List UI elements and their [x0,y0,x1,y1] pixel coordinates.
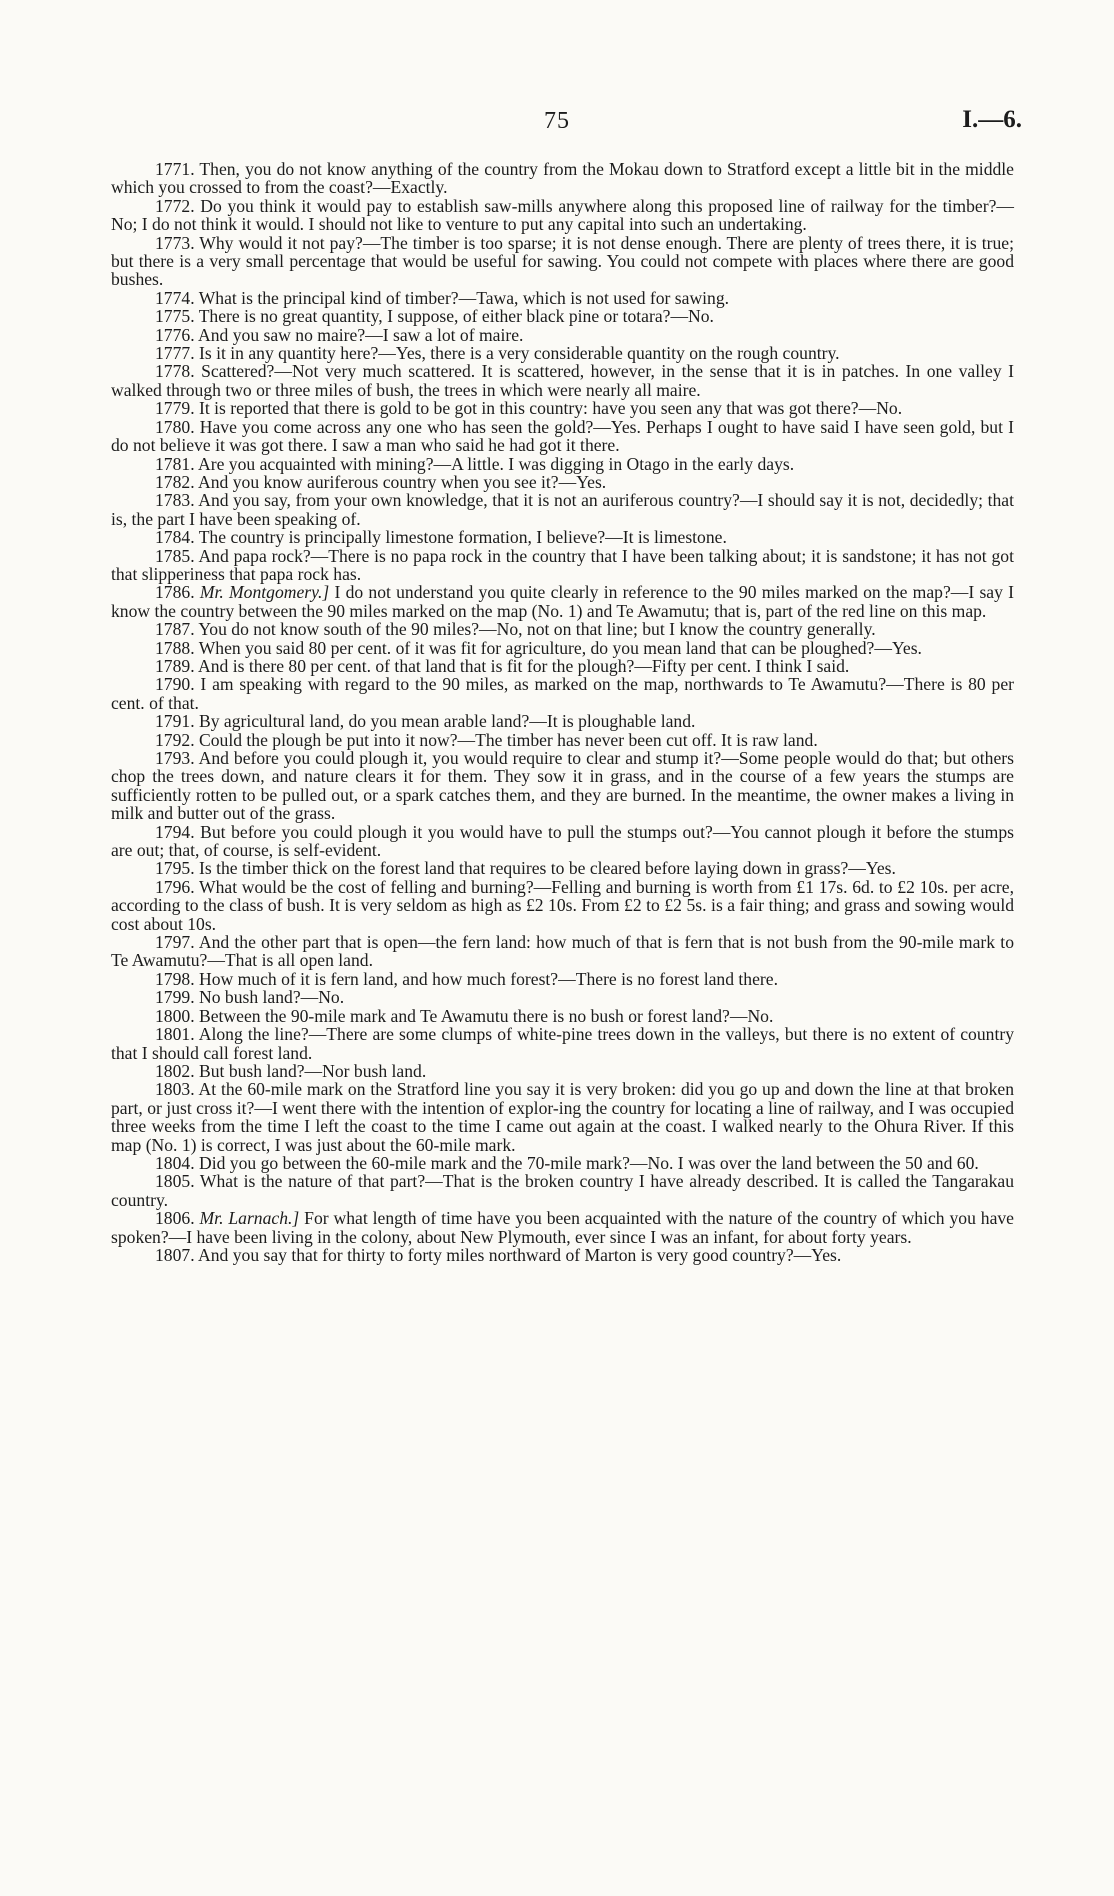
question-answer-text: Have you come across any one who has seen the gold?—Yes. Perhaps I ought to have said I have seen gold, but I do not believe it was got there. I saw a man who said he had got it there. [111,416,1015,456]
testimony-paragraph [111,970,1014,988]
question-number: 1806. [155,1208,195,1229]
testimony-paragraph [111,234,1014,289]
testimony-paragraph [111,583,1014,620]
question-number: 1786. [155,582,195,603]
question-number: 1778. [155,361,195,382]
question-answer-text: It is reported that there is gold to be got in this country: have you seen any that was got there?—No. [199,398,903,419]
testimony-paragraph [111,878,1014,933]
question-number: 1777. [155,343,195,364]
question-number: 1793. [155,748,195,768]
testimony-paragraph [111,675,1014,712]
question-number: 1799. [155,987,195,1008]
question-number: 1781. [155,453,195,474]
question-number: 1796. [155,876,195,897]
testimony-paragraph [111,988,1014,1006]
question-answer-text: At the 60-mile mark on the Stratford line you say it is very broken: did you go up and down the line at that broken part, or just cross it?—I went there with the intention of explor-ing the country for locating a line of railway, and I was occupied three weeks from the time I left the coast to the time I came out again at the coast. I walked nearly to the Ohura River. If this map (No. 1) is correct, I was just about the 60-mile mark. [111,1079,1014,1155]
question-answer-text: And the other part that is open—the fern land: how much of that is fern that is not bush from the 90-mile mark to Te Awamutu?—That is all open land. [111,932,1014,971]
question-number: 1772. [155,195,195,216]
question-number: 1787. [155,619,195,640]
question-answer-text: And you say that for thirty to forty miles northward of Marton is very good country?—Yes. [198,1244,842,1265]
testimony-paragraph [111,712,1014,730]
question-number: 1782. [155,471,195,492]
testimony-paragraph [111,547,1014,584]
testimony-paragraph [111,197,1014,234]
testimony-paragraph [111,657,1014,675]
testimony-paragraph [111,399,1014,417]
question-number: 1780. [155,416,195,437]
question-number: 1779. [155,398,195,419]
testimony-paragraph [111,1154,1014,1172]
question-number: 1807. [155,1244,195,1265]
question-number: 1775. [155,306,195,327]
question-answer-text: And papa rock?—There is no papa rock in the country that I have been talking about; it is sandstone; it has not got that slipperiness that papa rock has. [111,545,1014,584]
testimony-paragraph [111,362,1014,399]
question-number: 1797. [155,932,195,953]
speaker-name: Mr. Montgomery.] [199,582,330,603]
question-answer-text: Could the plough be put into it now?—The timber has never been cut off. It is raw land. [199,729,818,750]
question-answer-text: I am speaking with regard to the 90 miles, as marked on the map, northwards to Te Awamutu?—There is 80 per cent. of that. [111,674,1014,713]
page-number: 75 [544,108,570,134]
testimony-paragraph [111,528,1014,546]
testimony-paragraph [111,418,1014,455]
question-number: 1804. [155,1152,195,1173]
testimony-paragraph [111,823,1014,860]
question-number: 1791. [155,711,195,732]
question-number: 1800. [155,1005,195,1026]
question-number: 1784. [155,527,195,548]
speaker-name: Mr. Larnach.] [199,1208,300,1229]
document-reference: I.—6. [962,106,1022,133]
testimony-paragraph [111,1246,1014,1264]
question-number: 1774. [155,287,195,308]
testimony-paragraph [111,160,1014,197]
testimony-paragraph [111,491,1014,528]
question-answer-text: No bush land?—No. [199,987,345,1008]
question-number: 1801. [155,1024,195,1045]
question-answer-text: Along the line?—There are some clumps of white-pine trees down in the valleys, but there is no extent of country that I should call forest land. [111,1024,1014,1063]
question-number: 1802. [155,1060,195,1081]
testimony-paragraph [111,1172,1014,1209]
question-number: 1771. [155,159,195,179]
testimony-paragraph [111,620,1014,638]
testimony-paragraph [111,1025,1014,1062]
question-answer-text: And you know auriferous country when you see it?—Yes. [198,471,607,492]
question-answer-text: What is the nature of that part?—That is the broken country I have already described. It is called the Tangarakau country. [111,1171,1014,1210]
question-number: 1803. [155,1079,195,1100]
question-answer-text: And before you could plough it, you would require to clear and stump it?—Some people would do that; but others chop the trees down, and nature clears it for them. They sow it in grass, and in the course of a few years the stumps are sufficiently rotten to be pulled out, or a spark catches them, and they are burned. In the meantime, the owner makes a living in milk and butter out of the grass. [111,748,1014,824]
question-answer-text: What would be the cost of felling and burning?—Felling and burning is worth from £1 17s. 6d. to £2 10s. per acre, according to the class of bush. It is very seldom as high as £2 10s. From £2 to £2 5s. is a fair thing; and grass and sowing would cost about 10s. [111,876,1014,934]
question-number: 1794. [155,821,195,842]
question-answer-text: What is the principal kind of timber?—Tawa, which is not used for sawing. [198,287,730,308]
question-number: 1788. [155,637,195,658]
question-answer-text: When you said 80 per cent. of it was fit for agriculture, do you mean land that can be ploughed?—Yes. [198,637,922,658]
question-answer-text: Is the timber thick on the forest land that requires to be cleared before laying down in grass?—Yes. [199,858,896,879]
testimony-paragraph [111,344,1014,362]
evidence-body [111,160,1014,1264]
testimony-paragraph [111,326,1014,344]
question-answer-text: The country is principally limestone formation, I believe?—It is limestone. [198,527,727,548]
question-answer-text: Do you think it would pay to establish saw-mills anywhere along this proposed line of railway for the timber?—No; I do not think it would. I should not like to venture to put any capital into such an undertaking. [111,195,1014,235]
testimony-paragraph [111,859,1014,877]
question-answer-text: But bush land?—Nor bush land. [199,1060,427,1081]
testimony-paragraph [111,933,1014,970]
question-answer-text: And is there 80 per cent. of that land that is fit for the plough?—Fifty per cent. I think I said. [198,655,850,676]
question-answer-text: How much of it is fern land, and how much forest?—There is no forest land there. [199,968,778,989]
question-answer-text: By agricultural land, do you mean arable land?—It is ploughable land. [199,711,696,732]
testimony-paragraph [111,1007,1014,1025]
question-number: 1773. [155,232,195,253]
testimony-paragraph [111,1062,1014,1080]
question-answer-text: I do not understand you quite clearly in reference to the 90 miles marked on the map?—I say I know the country between the 90 miles marked on the map (No. 1) and Te Awamutu; that is, part of the red line on this map. [111,582,1015,621]
question-number: 1792. [155,729,195,750]
question-answer-text: Why would it not pay?—The timber is too sparse; it is not dense enough. There are plenty of trees there, it is true; but there is a very small percentage that would be useful for sawing. You could not compete with places where there are good bushes. [111,232,1014,290]
testimony-paragraph [111,1209,1014,1246]
question-answer-text: Scattered?—Not very much scattered. It is scattered, however, in the sense that it is in patches. In one valley I walked through two or three miles of bush, the trees in which were nearly all maire. [111,361,1014,400]
question-number: 1789. [155,655,195,676]
testimony-paragraph [111,289,1014,307]
testimony-paragraph [111,1080,1014,1154]
testimony-paragraph [111,307,1014,325]
testimony-paragraph [111,455,1014,473]
question-number: 1785. [155,545,195,566]
question-number: 1783. [155,490,195,511]
testimony-paragraph [111,639,1014,657]
question-number: 1776. [155,324,195,345]
question-answer-text: Did you go between the 60-mile mark and the 70-mile mark?—No. I was over the land between the 50 and 60. [199,1152,979,1173]
testimony-paragraph [111,473,1014,491]
question-answer-text: Is it in any quantity here?—Yes, there is a very considerable quantity on the rough country. [199,343,840,364]
question-answer-text: For what length of time have you been acquainted with the nature of the country of which you have spoken?—I have been living in the colony, about New Plymouth, ever since I was an infant, for about forty years. [111,1208,1014,1247]
testimony-paragraph [111,731,1014,749]
question-number: 1795. [155,858,195,879]
question-answer-text: Between the 90-mile mark and Te Awamutu there is no bush or forest land?—No. [199,1005,774,1026]
question-answer-text: But before you could plough it you would have to pull the stumps out?—You cannot plough it before the stumps are out; that, of course, is self-evident. [111,821,1015,861]
question-answer-text: You do not know south of the 90 miles?—No, not on that line; but I know the country generally. [198,619,876,640]
question-answer-text: Are you acquainted with mining?—A little. I was digging in Otago in the early days. [198,453,795,474]
question-answer-text: And you say, from your own knowledge, that it is not an auriferous country?—I should say it is not, decidedly; that is, the part I have been speaking of. [111,490,1014,529]
question-answer-text: And you saw no maire?—I saw a lot of maire. [198,324,524,345]
question-answer-text: There is no great quantity, I suppose, of either black pine or totara?—No. [198,306,714,327]
question-number: 1805. [155,1171,195,1192]
question-answer-text: Then, you do not know anything of the country from the Mokau down to Stratford except a little bit in the middle which you crossed to from the coast?—Exactly. [111,159,1014,198]
question-number: 1798. [155,968,195,989]
testimony-paragraph [111,749,1014,823]
question-number: 1790. [155,674,195,695]
